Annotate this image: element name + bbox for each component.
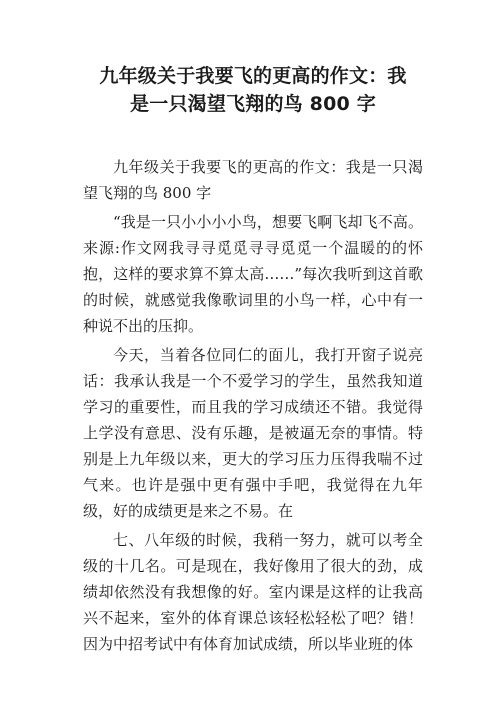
title-line-2: 是一只渴望飞翔的鸟 800 字 (130, 93, 376, 115)
document-body (83, 154, 423, 657)
title-line-1: 九年级关于我要飞的更高的作文：我 (99, 65, 407, 87)
paragraph: “我是一只小小小小鸟，想要飞啊飞却飞不高。来源:作文网我寻寻觅觅寻寻觅觅一个温暖的的怀抱，这样的要求算不算太高……”每次我听到这首歌的时候，就感觉我像歌词里的小鸟一样，心中有一种说不出的压抑。 (83, 213, 423, 335)
document-title (83, 62, 423, 118)
paragraph: 九年级关于我要飞的更高的作文：我是一只渴望飞翔的鸟 800 字 (83, 158, 423, 202)
paragraph: 今天，当着各位同仁的面儿，我打开窗子说亮话：我承认我是一个不爱学习的学生，虽然我知道学习的重要性，而且我的学习成绩还不错。我觉得上学没有意思、没有乐趣，是被逼无奈的事情。特别是上九年级以来，更大的学习压力压得我喘不过气来。也许是强中更有强中手吧，我觉得在九年级，好的成绩更是来之不易。在 (83, 346, 423, 520)
paragraph: 七、八年级的时候，我稍一努力，就可以考全级的十几名。可是现在，我好像用了很大的劲，成绩却依然没有我想像的好。室内课是这样的让我高兴不起来，室外的体育课总该轻松轻松了吧？错！因为中招考试中有体育加试成绩，所以毕业班的体 (83, 531, 423, 653)
